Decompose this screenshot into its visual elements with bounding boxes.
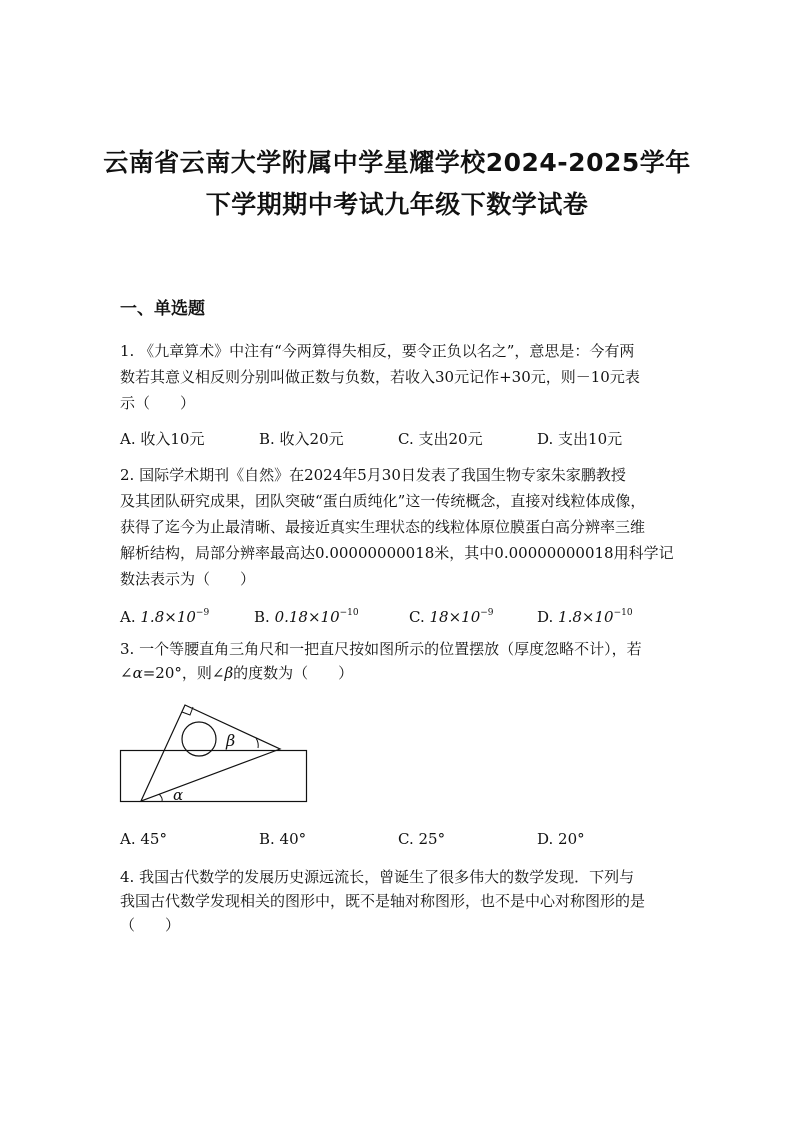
q1-option-d: D. 支出10元 [537, 430, 623, 448]
page-title-line-1: 云南省云南大学附属中学星耀学校2024-2025学年 [103, 148, 691, 177]
q3-option-d: D. 20° [537, 830, 585, 848]
q4-line-1: 4. 我国古代数学的发展历史源远流长，曾诞生了很多伟大的数学发现．下列与 [120, 868, 635, 886]
q4-line-3: （ ） [120, 916, 181, 934]
q1-line-2: 数若其意义相反则分别叫做正数与负数，若收入30元记作+30元，则－10元表 [120, 368, 640, 386]
alpha-symbol: α [132, 664, 143, 682]
q1-line-3: 示（ ） [120, 394, 196, 412]
q4-line-2: 我国古代数学发现相关的图形中，既不是轴对称图形，也不是中心对称图形的是 [120, 892, 646, 910]
alpha-arc [159, 794, 162, 801]
q2-option-b-mantissa: 0.18×10 [274, 608, 340, 626]
q1-option-c: C. 支出20元 [398, 430, 483, 448]
q2-option-a-exp: −9 [195, 608, 210, 618]
page-title-line-2: 下学期期中考试九年级下数学试卷 [205, 190, 589, 219]
label-alpha: α [173, 786, 184, 804]
q2-option-c [409, 600, 494, 630]
beta-arc [256, 738, 258, 748]
section-heading: 一、单选题 [120, 299, 205, 319]
ruler-rect [121, 751, 307, 802]
q1-option-b: B. 收入20元 [259, 430, 344, 448]
label-beta: β [226, 731, 236, 750]
q2-option-d-label: D. [537, 608, 554, 626]
q2-option-a-label: A. [120, 608, 136, 626]
q3-line-2-mid: =20°，则∠ [142, 664, 225, 682]
q2-option-b [254, 600, 359, 630]
q3-option-a: A. 45° [120, 830, 167, 848]
q3-line-2-end: 的度数为（ ） [233, 664, 354, 682]
q2-option-a [120, 600, 209, 630]
q2-option-d-exp: −10 [613, 608, 633, 618]
q2-option-c-mantissa: 18×10 [429, 608, 481, 626]
q3-option-b: B. 40° [259, 830, 307, 848]
q2-option-d-mantissa: 1.8×10 [558, 608, 614, 626]
q2-line-5: 数法表示为（ ） [120, 570, 256, 588]
q2-line-3: 获得了迄今为止最清晰、最接近真实生理状态的线粒体原位膜蛋白高分辨率三维 [120, 518, 646, 536]
q1-option-a: A. 收入10元 [120, 430, 205, 448]
q2-option-b-exp: −10 [339, 608, 359, 618]
q2-line-1: 2. 国际学术期刊《自然》在2024年5月30日发表了我国生物专家朱家鹏教授 [120, 466, 626, 484]
q2-line-4: 解析结构，局部分辨率最高达0.00000000018米，其中0.00000000018用科学记 [120, 544, 674, 562]
q3-figure [118, 700, 312, 806]
q2-option-d [537, 600, 633, 630]
set-square-triangle [141, 705, 280, 801]
q1-line-1: 1. 《九章算术》中注有“今两算得失相反，要令正负以名之”，意思是：今有两 [120, 342, 635, 360]
q3-line-2 [120, 660, 680, 686]
q2-option-a-mantissa: 1.8×10 [140, 608, 196, 626]
beta-symbol: β [224, 664, 234, 682]
q2-option-c-exp: −9 [480, 608, 494, 618]
q3-line-1: 3. 一个等腰直角三角尺和一把直尺按如图所示的位置摆放（厚度忽略不计），若 [120, 640, 642, 658]
q3-option-c: C. 25° [398, 830, 446, 848]
q2-option-c-label: C. [409, 608, 425, 626]
q2-line-2: 及其团队研究成果，团队突破“蛋白质纯化”这一传统概念，直接对线粒体成像， [120, 492, 646, 510]
q2-option-b-label: B. [254, 608, 270, 626]
angle-symbol-1: ∠ [120, 664, 133, 682]
